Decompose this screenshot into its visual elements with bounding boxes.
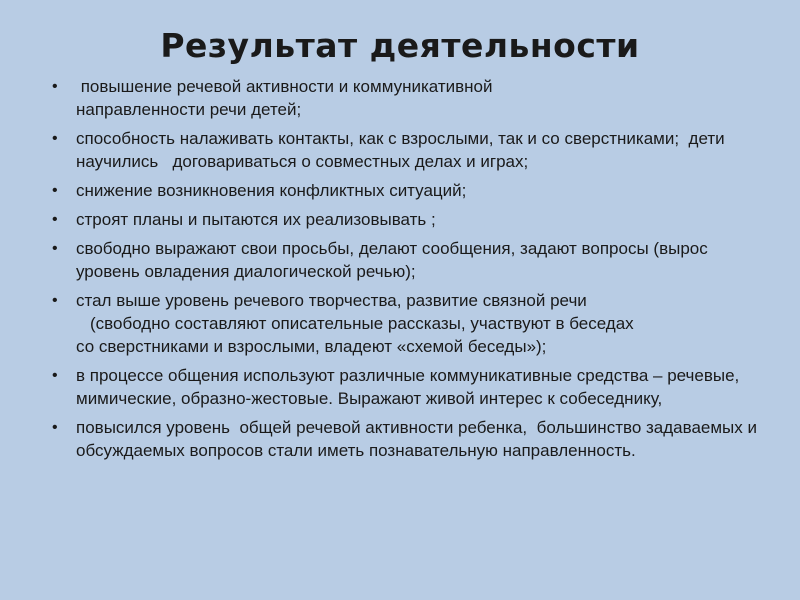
bullet-icon: •: [52, 182, 58, 199]
continuation-line: (свободно составляют описательные рассказы, участвуют в беседах: [90, 314, 634, 333]
list-item: [48, 208, 768, 231]
bullet-icon: •: [52, 211, 58, 228]
item-text-line: направленности речи детей;: [76, 100, 302, 119]
list-item-continuation: [48, 312, 768, 358]
bullet-icon: •: [52, 240, 58, 257]
bullet-icon: •: [52, 130, 58, 147]
item-text-line: повышение речевой активности и коммуникативной: [76, 77, 493, 96]
item-text: в процессе общения используют различные коммуникативные средства – речевые, мимические, образно-жестовые. Выражают живой интерес к собеседнику,: [76, 366, 740, 408]
continuation-line: со сверстниками и взрослыми, владеют «схемой беседы»);: [76, 337, 547, 356]
list-item: [48, 75, 768, 121]
bullet-icon: •: [52, 78, 58, 95]
bullet-icon: •: [52, 367, 58, 384]
result-list: [48, 75, 768, 468]
bullet-icon: •: [52, 419, 58, 436]
item-text: строят планы и пытаются их реализовывать ;: [76, 210, 436, 229]
list-item: [48, 289, 768, 312]
list-item: [48, 179, 768, 202]
list-item: [48, 237, 768, 283]
item-text: стал выше уровень речевого творчества, развитие связной речи: [76, 291, 587, 310]
item-text: снижение возникновения конфликтных ситуаций;: [76, 181, 467, 200]
slide-title: Результат деятельности: [160, 26, 640, 65]
item-text: свободно выражают свои просьбы, делают сообщения, задают вопросы (вырос уровень овладения диалогической речью);: [76, 239, 708, 281]
item-text: повысился уровень общей речевой активности ребенка, большинство задаваемых и обсуждаемых вопросов стали иметь познавательную направленность.: [76, 418, 762, 460]
item-text: способность налаживать контакты, как с взрослыми, так и со сверстниками; дети научились договариваться о совместных делах и играх;: [76, 129, 730, 171]
list-item: [48, 364, 768, 410]
list-item: [48, 416, 768, 462]
list-item: [48, 127, 768, 173]
bullet-icon: •: [52, 292, 58, 309]
